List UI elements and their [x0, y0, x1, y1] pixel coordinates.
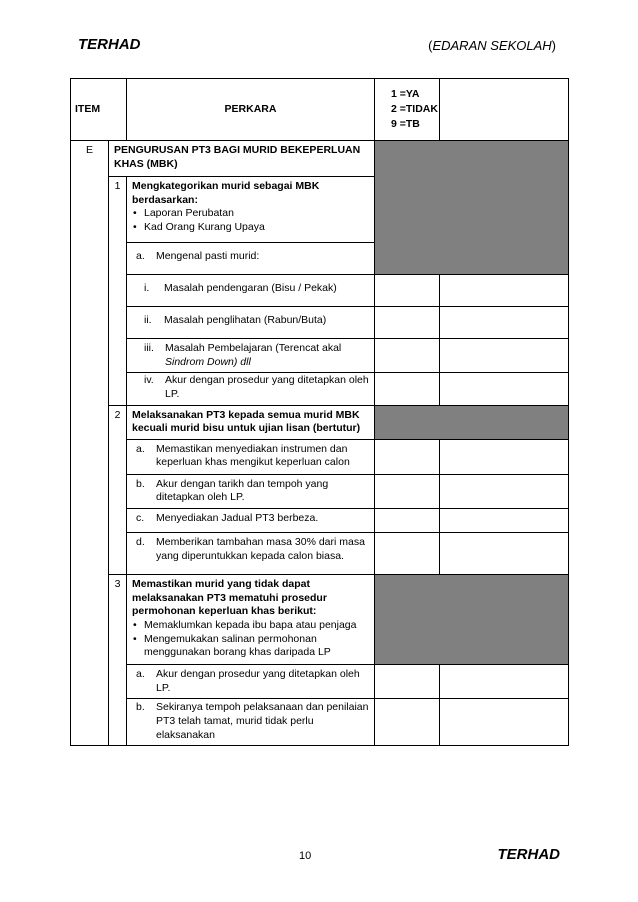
list-item: • Laporan Perubatan [132, 207, 369, 221]
checklist-row [71, 373, 569, 405]
checklist-row [71, 533, 569, 575]
subitem-description: iii. Masalah Pembelajaran (Terencat akal Sindrom Down) dll [127, 339, 375, 373]
page-number: 10 [299, 850, 312, 862]
remarks-cell[interactable] [440, 439, 569, 474]
item-number: 1 [109, 177, 127, 406]
answer-code-cell[interactable] [375, 699, 440, 746]
list-item: • Memaklumkan kepada ibu bapa atau penjaga [132, 619, 369, 633]
checklist-table [70, 78, 569, 746]
section-row [71, 141, 569, 177]
shaded-cell [375, 405, 569, 439]
remarks-cell[interactable] [440, 474, 569, 508]
checklist-row [71, 307, 569, 339]
item-description: Memastikan murid yang tidak dapat melaksanakan PT3 mematuhi prosedur permohonan keperluan khas berikut: • Memaklumkan kepada ibu bapa atau penjaga • Mengemukakan salinan permohonan menggunakan borang khas daripada LP [127, 575, 375, 665]
subitem-description: i. Masalah pendengaran (Bisu / Pekak) [127, 275, 375, 307]
answer-code-cell[interactable] [375, 474, 440, 508]
checklist-row [71, 474, 569, 508]
answer-code-cell[interactable] [375, 275, 440, 307]
header-classification: TERHAD [78, 36, 141, 53]
item-number: 2 [109, 405, 127, 575]
subitem-description: b. Sekiranya tempoh pelaksanaan dan penilaian PT3 telah tamat, murid tidak perlu elaksanakan [127, 699, 375, 746]
list-item: • Kad Orang Kurang Upaya [132, 221, 369, 235]
remarks-cell[interactable] [440, 339, 569, 373]
subitem-description: iv. Akur dengan prosedur yang ditetapkan oleh LP. [127, 373, 375, 405]
remarks-cell[interactable] [440, 665, 569, 699]
subitem-description: c. Menyediakan Jadual PT3 berbeza. [127, 509, 375, 533]
subitem-description: a. Mengenal pasti murid: [127, 243, 375, 275]
footer-classification: TERHAD [497, 846, 560, 863]
answer-code-cell[interactable] [375, 339, 440, 373]
subitem-description: b. Akur dengan tarikh dan tempoh yang ditetapkan oleh LP. [127, 474, 375, 508]
answer-code-cell[interactable] [375, 439, 440, 474]
item-description: Mengkategorikan murid sebagai MBK berdasarkan: • Laporan Perubatan • Kad Orang Kurang Upaya [127, 177, 375, 243]
answer-code-cell[interactable] [375, 665, 440, 699]
subitem-description: d. Memberikan tambahan masa 30% dari masa yang diperuntukkan kepada calon biasa. [127, 533, 375, 575]
answer-code-cell[interactable] [375, 307, 440, 339]
checklist-row [71, 275, 569, 307]
remarks-cell[interactable] [440, 307, 569, 339]
answer-code-cell[interactable] [375, 509, 440, 533]
header-distribution: (EDARAN SEKOLAH) [428, 38, 556, 53]
shaded-cell [375, 141, 569, 275]
subitem-description: a. Akur dengan prosedur yang ditetapkan oleh LP. [127, 665, 375, 699]
remarks-cell[interactable] [440, 533, 569, 575]
section-title: PENGURUSAN PT3 BAGI MURID BEKEPERLUAN KHAS (MBK) [109, 141, 375, 177]
col-header-codes: 1 =YA 2 =TIDAK 9 =TB [375, 79, 440, 141]
table-header-row [71, 79, 569, 141]
item-row [71, 575, 569, 665]
answer-code-cell[interactable] [375, 533, 440, 575]
item-description: Melaksanakan PT3 kepada semua murid MBK kecuali murid bisu untuk ujian lisan (bertutur) [127, 405, 375, 439]
remarks-cell[interactable] [440, 373, 569, 405]
item-number: 3 [109, 575, 127, 746]
remarks-cell[interactable] [440, 275, 569, 307]
remarks-cell[interactable] [440, 699, 569, 746]
col-header-perkara: PERKARA [127, 79, 375, 141]
col-header-item: ITEM [71, 79, 127, 141]
item-row [71, 405, 569, 439]
list-item: • Mengemukakan salinan permohonan menggunakan borang khas daripada LP [132, 633, 369, 660]
checklist-row [71, 439, 569, 474]
section-id: E [71, 141, 109, 746]
remarks-cell[interactable] [440, 509, 569, 533]
checklist-row [71, 339, 569, 373]
subitem-description: ii. Masalah penglihatan (Rabun/Buta) [127, 307, 375, 339]
col-header-blank [440, 79, 569, 141]
checklist-row [71, 509, 569, 533]
checklist-row [71, 699, 569, 746]
subitem-description: a. Memastikan menyediakan instrumen dan keperluan khas mengikut keperluan calon [127, 439, 375, 474]
answer-code-cell[interactable] [375, 373, 440, 405]
checklist-row [71, 665, 569, 699]
shaded-cell [375, 575, 569, 665]
